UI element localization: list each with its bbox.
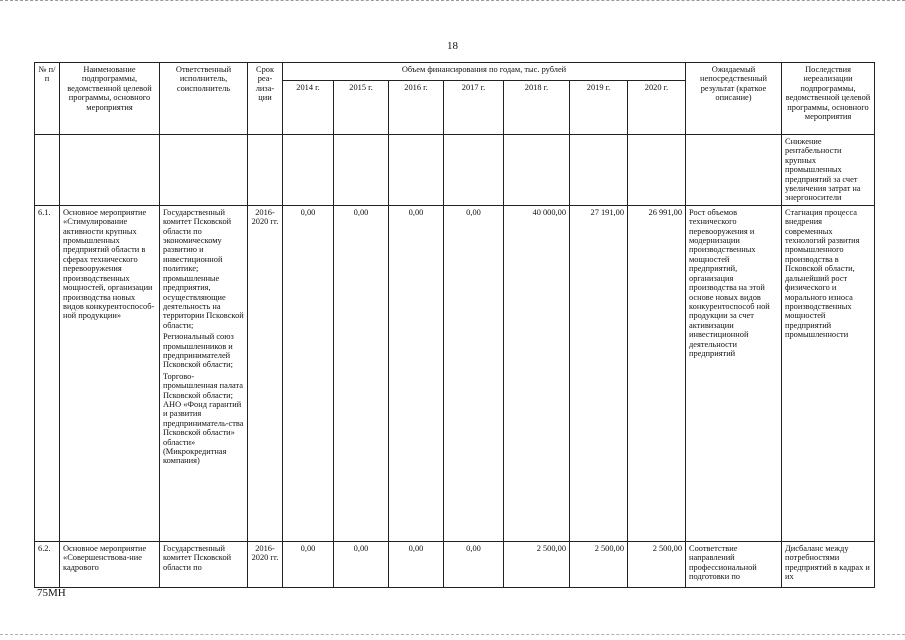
row-expected: Соответствие направлений профессиональной подготовки по — [686, 541, 782, 587]
executor-part: Государственный комитет Псковской области по — [163, 543, 232, 572]
row-value-2016: 0,00 — [389, 541, 444, 587]
row-consequences: Стагнация процесса внедрения современных технологий развития промышленного производства в Псковской области, дальнейший рост физического и морального износа производственных мощностей предприятий промышленности — [782, 205, 875, 541]
executor-part: Государственный комитет Псковской области по экономическому развитию и инвестиционной политике; промышленные предприятия, осуществляющие деятельность на территории Псковской области; — [163, 207, 244, 330]
row-executor — [160, 205, 248, 541]
header-year: 2020 г. — [628, 81, 686, 135]
row-value-2020: 26 991,00 — [628, 205, 686, 541]
header-num: № п/п — [35, 63, 60, 135]
row-value-2014: 0,00 — [283, 205, 334, 541]
program-table — [34, 62, 875, 588]
header-executor: Ответственный исполнитель, соисполнитель — [160, 63, 248, 135]
header-year: 2017 г. — [444, 81, 504, 135]
scan-edge-bottom — [0, 634, 905, 636]
header-term: Срок реа-лиза-ции — [248, 63, 283, 135]
row-executor — [160, 541, 248, 587]
executor-part: Торгово-промышленная палата Псковской области; АНО «Фонд гарантий и развития предприниматель-ства Псковской области» области» (Микрокредитная компания) — [163, 371, 244, 466]
row-value-2018: 40 000,00 — [504, 205, 570, 541]
scan-edge-top — [0, 0, 905, 2]
header-year: 2016 г. — [389, 81, 444, 135]
page-number: 18 — [447, 40, 458, 52]
header-name: Наименование подпрограммы, ведомственной целевой программы, основного мероприятия — [60, 63, 160, 135]
row-value-2015: 0,00 — [334, 205, 389, 541]
header-year: 2014 г. — [283, 81, 334, 135]
executor-part: Региональный союз промышленников и предпринимателей Псковской области; — [163, 332, 234, 370]
continuation-row — [35, 135, 875, 206]
row-value-2018: 2 500,00 — [504, 541, 570, 587]
header-consequences: Последствия нереализации подпрограммы, ведомственной целевой программы, основного мероприятия — [782, 63, 875, 135]
header-funding: Объем финансирования по годам, тыс. рублей — [283, 63, 686, 81]
row-term: 2016-2020 гг. — [248, 541, 283, 587]
row-term: 2016-2020 гг. — [248, 205, 283, 541]
row-name: Основное мероприятие «Стимулирование активности крупных промышленных предприятий области в сферах технического перевооружения производственных мощностей, организации производства новых видов конкурентоспособ-ной продукции» — [60, 205, 160, 541]
row-consequences: Дисбаланс между потребностями предприятий в кадрах и их — [782, 541, 875, 587]
row-value-2019: 27 191,00 — [570, 205, 628, 541]
row-num: 6.2. — [35, 541, 60, 587]
header-year: 2015 г. — [334, 81, 389, 135]
row-value-2015: 0,00 — [334, 541, 389, 587]
header-row-1 — [35, 63, 875, 81]
row-value-2020: 2 500,00 — [628, 541, 686, 587]
header-year: 2019 г. — [570, 81, 628, 135]
row-num: 6.1. — [35, 205, 60, 541]
row-value-2019: 2 500,00 — [570, 541, 628, 587]
row-name: Основное мероприятие «Совершенствова-ние кадрового — [60, 541, 160, 587]
footer-code: 75МН — [37, 587, 66, 599]
row-value-2016: 0,00 — [389, 205, 444, 541]
row-value-2014: 0,00 — [283, 541, 334, 587]
header-year: 2018 г. — [504, 81, 570, 135]
row-value-2017: 0,00 — [444, 205, 504, 541]
continuation-consequences: Снижение рентабельности крупных промышленных предприятий за счет увеличения затрат на энергоносители — [782, 135, 875, 206]
header-expected: Ожидаемый непосредственный результат (краткое описание) — [686, 63, 782, 135]
table-row — [35, 205, 875, 541]
table-row — [35, 541, 875, 587]
row-expected: Рост объемов технического перевооружения и модернизации производственных мощностей предприятий, организация производства на этой основе новых видов конкурентоспособ ной продукции за счет активизации инвестиционной деятельности предприятий — [686, 205, 782, 541]
row-value-2017: 0,00 — [444, 541, 504, 587]
